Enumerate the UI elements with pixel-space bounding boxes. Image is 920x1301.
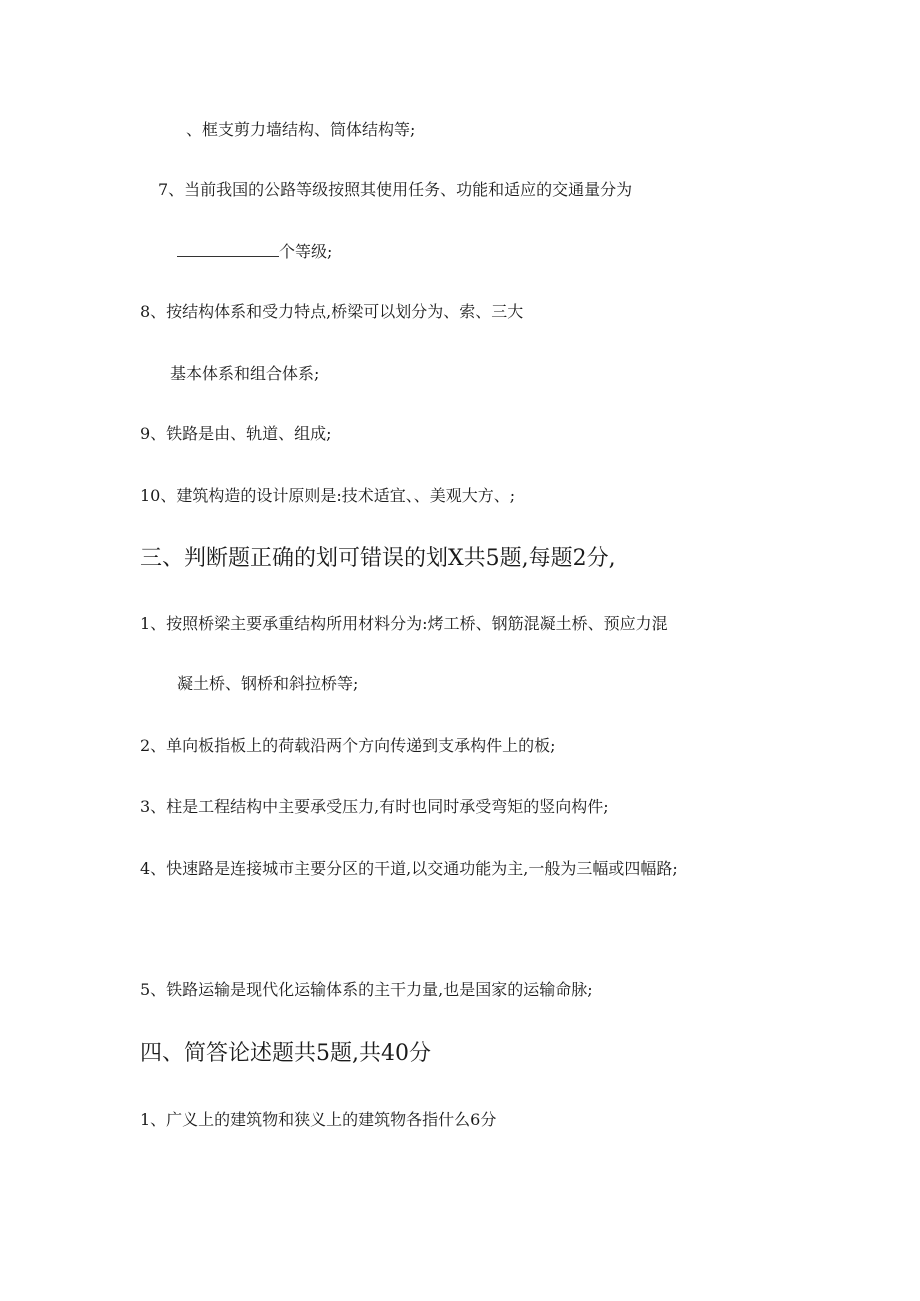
question-8: 8、按结构体系和受力特点,桥梁可以划分为、索、三大 [140, 302, 524, 321]
question-7-suffix: 个等级; [279, 242, 333, 261]
judge-question-2: 2、单向板指板上的荷载沿两个方向传递到支承构件上的板; [140, 736, 556, 755]
question-9: 9、铁路是由、轨道、组成; [140, 424, 332, 443]
question-8-continuation: 基本体系和组合体系; [170, 364, 320, 383]
text-line-structures: 、框支剪力墙结构、筒体结构等; [186, 120, 416, 139]
section-3-title: 三、判断题正确的划可错误的划X共5题,每题2分, [140, 546, 616, 571]
fill-in-blank [177, 242, 279, 257]
judge-question-1-continuation: 凝土桥、钢桥和斜拉桥等; [177, 674, 359, 693]
judge-question-3: 3、柱是工程结构中主要承受压力,有时也同时承受弯矩的竖向构件; [140, 797, 609, 816]
judge-question-1: 1、按照桥梁主要承重结构所用材料分为:烤工桥、钢筋混凝土桥、预应力混 [140, 614, 668, 633]
section-4-title: 四、简答论述题共5题,共40分 [140, 1041, 431, 1066]
judge-question-4: 4、快速路是连接城市主要分区的干道,以交通功能为主,一般为三幅或四幅路; [140, 859, 678, 878]
question-7-continuation [177, 242, 332, 262]
question-7: 7、当前我国的公路等级按照其使用任务、功能和适应的交通量分为 [158, 180, 633, 199]
question-10: 10、建筑构造的设计原则是:技术适宜、、美观大方、; [140, 486, 516, 505]
judge-question-5: 5、铁路运输是现代化运输体系的主干力量,也是国家的运输命脉; [140, 980, 593, 999]
essay-question-1: 1、广义上的建筑物和狭义上的建筑物各指什么6分 [140, 1110, 497, 1129]
